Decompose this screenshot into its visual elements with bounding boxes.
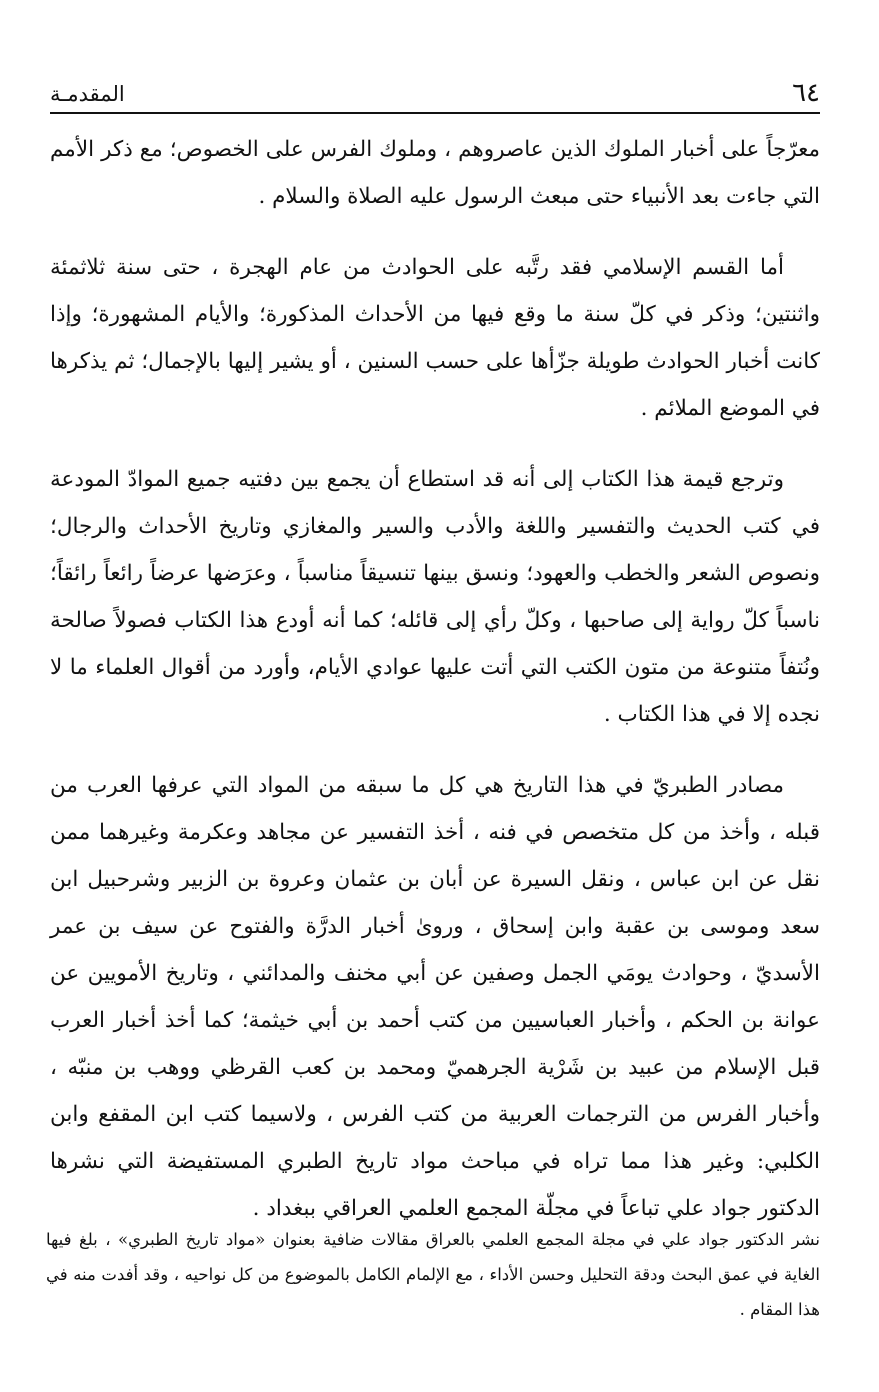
page-number: ٦٤ [792,78,820,108]
page-header [50,78,820,114]
paragraph-islamic-section: أما القسم الإسلامي فقد رتَّبه على الحوادث من عام الهجرة ، حتى سنة ثلاثمئة واثنتين؛ وذكر في كلّ سنة ما وقع فيها من الأحداث المذكورة؛ والأيام المشهورة؛ وإذا كانت أخبار الحوادث طويلة جزّأها على حسب السنين ، أو يشير إليها بالإجمال؛ ثم يذكرها في الموضع الملائم . [50,255,821,421]
paragraph-book-value: وترجع قيمة هذا الكتاب إلى أنه قد استطاع أن يجمع بين دفتيه جميع الموادّ المودعة في كتب الحديث والتفسير واللغة والأدب والسير والمغازي وتاريخ الأحداث والرجال؛ ونصوص الشعر والخطب والعهود؛ ونسق بينها تنسيقاً مناسباً ، وعرَضها عرضاً رائعاً رائقاً؛ ناسباً كلّ رواية إلى صاحبها ، وكلّ رأي إلى قائله؛ كما أنه أودع هذا الكتاب فصولاً صالحة ونُتفاً متنوعة من متون الكتب التي أتت عليها عوادي الأيام، وأورد من أقوال العلماء ما لا نجده إلا في هذا الكتاب . [50,467,820,727]
footnote [46,1222,820,1327]
paragraph-continuation: معرّجاً على أخبار الملوك الذين عاصروهم ، وملوك الفرس على الخصوص؛ مع ذكر الأمم التي جاءت بعد الأنبياء حتى مبعث الرسول عليه الصلاة والسلام . [50,137,820,209]
running-title: المقدمـة [50,82,125,106]
paragraph-tabari-sources: مصادر الطبريّ في هذا التاريخ هي كل ما سبقه من المواد التي عرفها العرب من قبله ، وأخذ من كل متخصص في فنه ، أخذ التفسير عن مجاهد وعكرمة وغيرهما ممن نقل عن ابن عباس ، ونقل السيرة عن أبان بن عثمان وعروة بن الزبير وشرحبيل ابن سعد وموسى بن عقبة وابن إسحاق ، وروىٰ أخبار الدرَّة والفتوح عن سيف بن عمر الأسديّ ، وحوادث يومَي الجمل وصفين عن أبي مخنف والمدائني ، وتاريخ الأمويين عن عوانة بن الحكم ، وأخبار العباسيين من كتب أحمد بن أبي خيثمة؛ كما أخذ أخبار العرب قبل الإسلام من عبيد بن شَرْية الجرهميّ ومحمد بن كعب القرظي ووهب بن منبّه ، وأخبار الفرس من الترجمات العربية من كتب الفرس ، ولاسيما كتب ابن المقفع وابن الكلبي: وغير هذا مما تراه في مباحث مواد تاريخ الطبري المستفيضة التي نشرها الدكتور جواد علي تباعاً في مجلّة المجمع العلمي العراقي ببغداد . [50,773,820,1221]
body-text [50,126,820,1256]
footnote-text: نشر الدكتور جواد علي في مجلة المجمع العلمي بالعراق مقالات ضافية بعنوان «مواد تاريخ الطبري» ، بلغ فيها الغاية في عمق البحث ودقة التحليل وحسن الأداء ، مع الإلمام الكامل بالموضوع من كل نواحيه ، وقد أفدت منه في هذا المقام . [46,1230,820,1319]
